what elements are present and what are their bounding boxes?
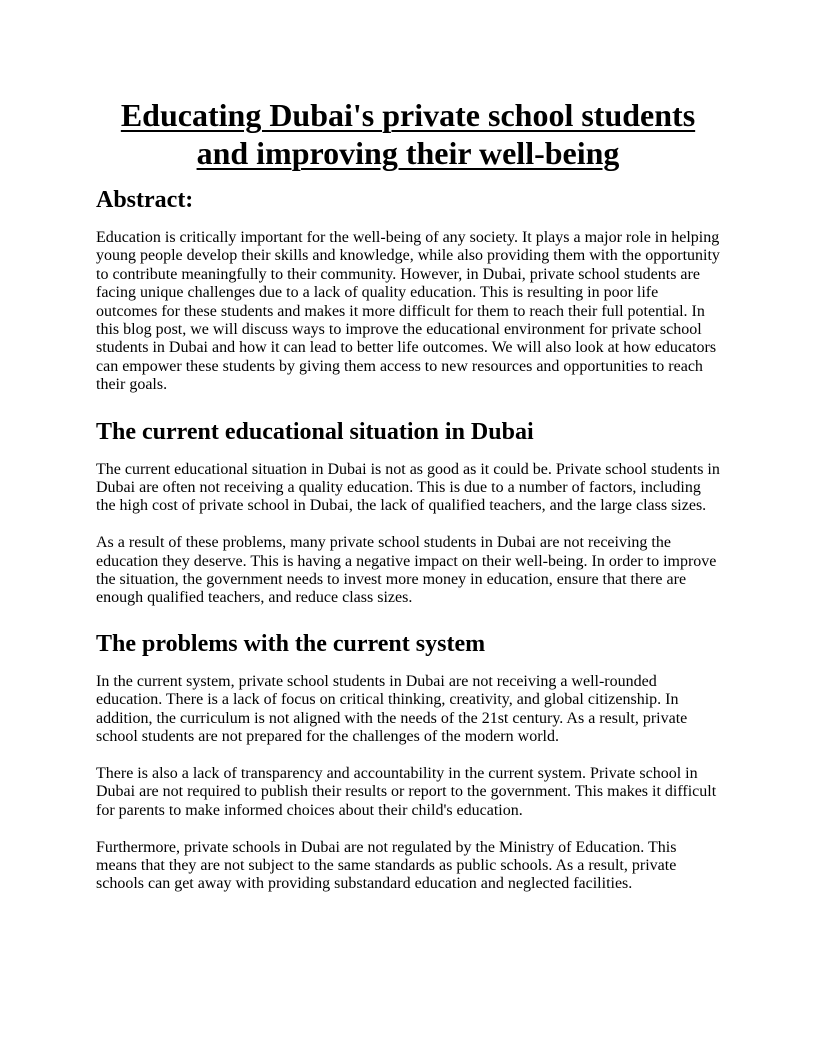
section-heading-problems: The problems with the current system	[96, 630, 486, 657]
problems-paragraph-1: In the current system, private school students in Dubai are not receiving a well-rounded education. There is a lack of focus on critical thinking, creativity, and global citizenship. In addition, the curriculum is not aligned with the needs of the 21st century. As a result, private school students are not prepared for the challenges of the modern world.	[96, 672, 688, 746]
section-heading-current-situation: The current educational situation in Dubai	[96, 418, 534, 445]
document-page	[96, 96, 720, 894]
problems-paragraph-3: Furthermore, private schools in Dubai are not regulated by the Ministry of Education. This means that they are not subject to the same standards as public schools. As a result, private schools can get away with providing substandard education and neglected facilities.	[96, 838, 677, 893]
document-title: Educating Dubai's private school students and improving their well-being	[120, 97, 696, 171]
current-situation-paragraph-1: The current educational situation in Dubai is not as good as it could be. Private school students in Dubai are often not receiving a quality education. This is due to a number of factors, including the high cost of private school in Dubai, the lack of qualified teachers, and the large class sizes.	[96, 460, 720, 515]
problems-paragraph-2: There is also a lack of transparency and accountability in the current system. Private school in Dubai are not required to publish their results or report to the government. This makes it difficult for parents to make informed choices about their child's education.	[96, 764, 717, 819]
section-heading-abstract: Abstract:	[96, 187, 194, 213]
abstract-paragraph: Education is critically important for the well-being of any society. It plays a major role in helping young people develop their skills and knowledge, while also providing them with the opportunity to contribute meaningfully to their community. However, in Dubai, private school students are facing unique challenges due to a lack of quality education. This is resulting in poor life outcomes for these students and makes it more difficult for them to reach their full potential. In this blog post, we will discuss ways to improve the educational environment for private school students in Dubai and how it can lead to better life outcomes. We will also look at how educators can empower these students by giving them access to new resources and opportunities to reach their goals.	[96, 229, 720, 394]
current-situation-paragraph-2: As a result of these problems, many private school students in Dubai are not receiving the education they deserve. This is having a negative impact on their well-being. In order to improve the situation, the government needs to invest more money in education, ensure that there are enough qualified teachers, and reduce class sizes.	[96, 534, 717, 607]
